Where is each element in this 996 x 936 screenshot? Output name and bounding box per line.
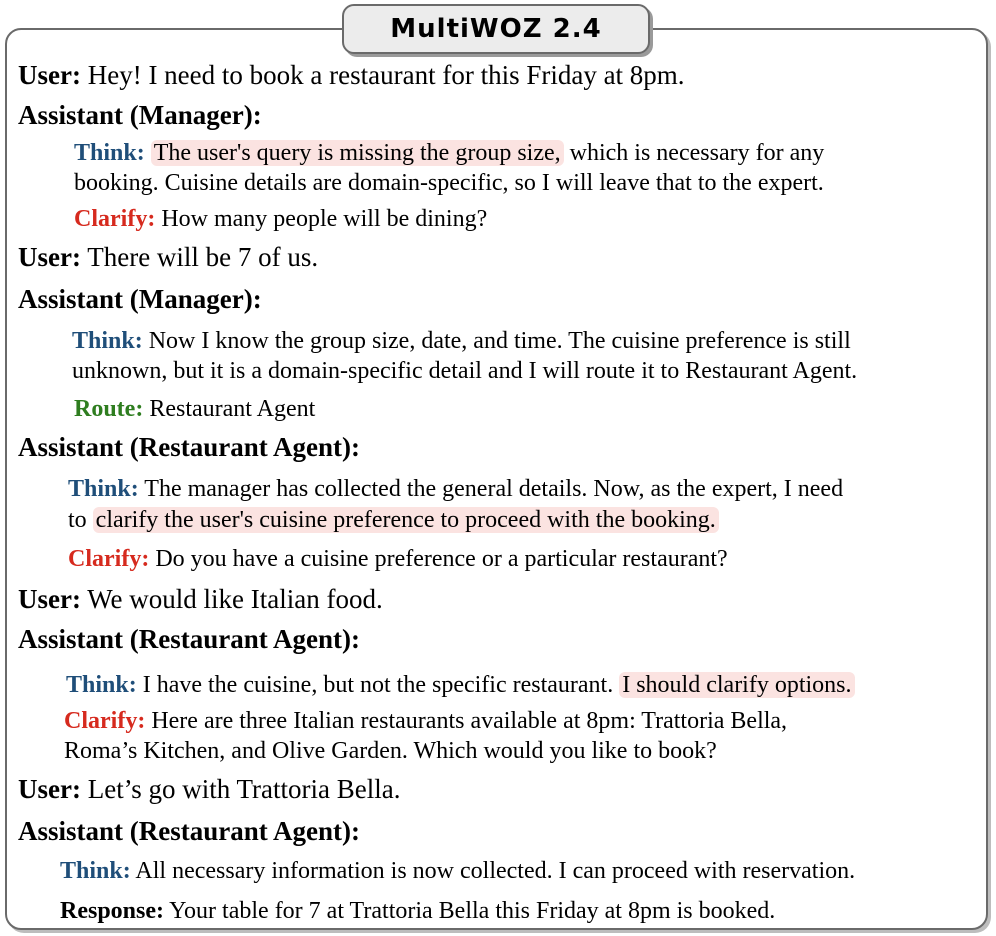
speaker-label: Assistant (Restaurant Agent): bbox=[18, 816, 360, 846]
user-turn-4 bbox=[18, 774, 400, 805]
think-line bbox=[72, 326, 851, 356]
panel-title: MultiWOZ 2.4 bbox=[342, 4, 650, 54]
clarify-line bbox=[64, 706, 787, 736]
response-text: Your table for 7 at Trattoria Bella this Friday at 8pm is booked. bbox=[164, 898, 776, 924]
clarify-label: Clarify: bbox=[64, 708, 146, 734]
user-turn-1 bbox=[18, 60, 685, 91]
think-text: I have the cuisine, but not the specific restaurant. bbox=[136, 672, 620, 698]
clarify-line: Roma’s Kitchen, and Olive Garden. Which would you like to book? bbox=[64, 738, 717, 764]
assistant-turn-1 bbox=[18, 100, 262, 131]
response-label: Response: bbox=[60, 898, 165, 924]
user-message: There will be 7 of us. bbox=[80, 242, 319, 272]
clarify-label: Clarify: bbox=[74, 206, 156, 232]
user-message: Let’s go with Trattoria Bella. bbox=[80, 774, 401, 804]
route-line bbox=[74, 394, 315, 424]
highlight-text: The user's query is missing the group size, bbox=[151, 140, 564, 166]
think-label: Think: bbox=[72, 328, 143, 354]
speaker-label: Assistant (Restaurant Agent): bbox=[18, 432, 360, 462]
clarify-label: Clarify: bbox=[68, 546, 150, 572]
highlight-text: I should clarify options. bbox=[619, 672, 854, 698]
clarify-text: Here are three Italian restaurants available at 8pm: Trattoria Bella, bbox=[145, 708, 788, 734]
highlight-text: clarify the user's cuisine preference to proceed with the booking. bbox=[93, 507, 719, 533]
think-line bbox=[68, 505, 719, 535]
clarify-text: Do you have a cuisine preference or a particular restaurant? bbox=[149, 546, 728, 572]
think-line: unknown, but it is a domain-specific detail and I will route it to Restaurant Agent. bbox=[72, 358, 858, 384]
assistant-turn-2 bbox=[18, 284, 262, 315]
think-label: Think: bbox=[68, 476, 139, 502]
think-label: Think: bbox=[66, 672, 137, 698]
route-label: Route: bbox=[74, 396, 144, 422]
think-line bbox=[60, 856, 855, 886]
user-turn-2 bbox=[18, 242, 318, 273]
think-line bbox=[66, 670, 855, 700]
speaker-label: Assistant (Restaurant Agent): bbox=[18, 624, 360, 654]
clarify-line bbox=[68, 544, 728, 574]
speaker-label: User: bbox=[18, 60, 81, 90]
clarify-line bbox=[74, 204, 487, 234]
clarify-text: How many people will be dining? bbox=[155, 206, 488, 232]
speaker-label: Assistant (Manager): bbox=[18, 284, 262, 314]
speaker-label: User: bbox=[18, 774, 81, 804]
response-line bbox=[60, 896, 775, 926]
route-text: Restaurant Agent bbox=[143, 396, 316, 422]
assistant-turn-5 bbox=[18, 816, 360, 847]
think-line: booking. Cuisine details are domain-specific, so I will leave that to the expert. bbox=[74, 170, 824, 196]
speaker-label: Assistant (Manager): bbox=[18, 100, 262, 130]
user-message: We would like Italian food. bbox=[80, 584, 383, 614]
speaker-label: User: bbox=[18, 242, 81, 272]
think-text: All necessary information is now collected. I can proceed with reservation. bbox=[130, 858, 856, 884]
user-turn-3 bbox=[18, 584, 383, 615]
think-label: Think: bbox=[74, 140, 145, 166]
assistant-turn-4 bbox=[18, 624, 360, 655]
think-line bbox=[74, 138, 824, 168]
user-message: Hey! I need to book a restaurant for this Friday at 8pm. bbox=[80, 60, 685, 90]
assistant-turn-3 bbox=[18, 432, 360, 463]
think-text: which is necessary for any bbox=[563, 140, 825, 166]
think-text: to bbox=[68, 507, 93, 533]
think-line bbox=[68, 474, 843, 504]
speaker-label: User: bbox=[18, 584, 81, 614]
think-label: Think: bbox=[60, 858, 131, 884]
think-text: The manager has collected the general details. Now, as the expert, I need bbox=[138, 476, 844, 502]
think-text: Now I know the group size, date, and time. The cuisine preference is still bbox=[142, 328, 851, 354]
